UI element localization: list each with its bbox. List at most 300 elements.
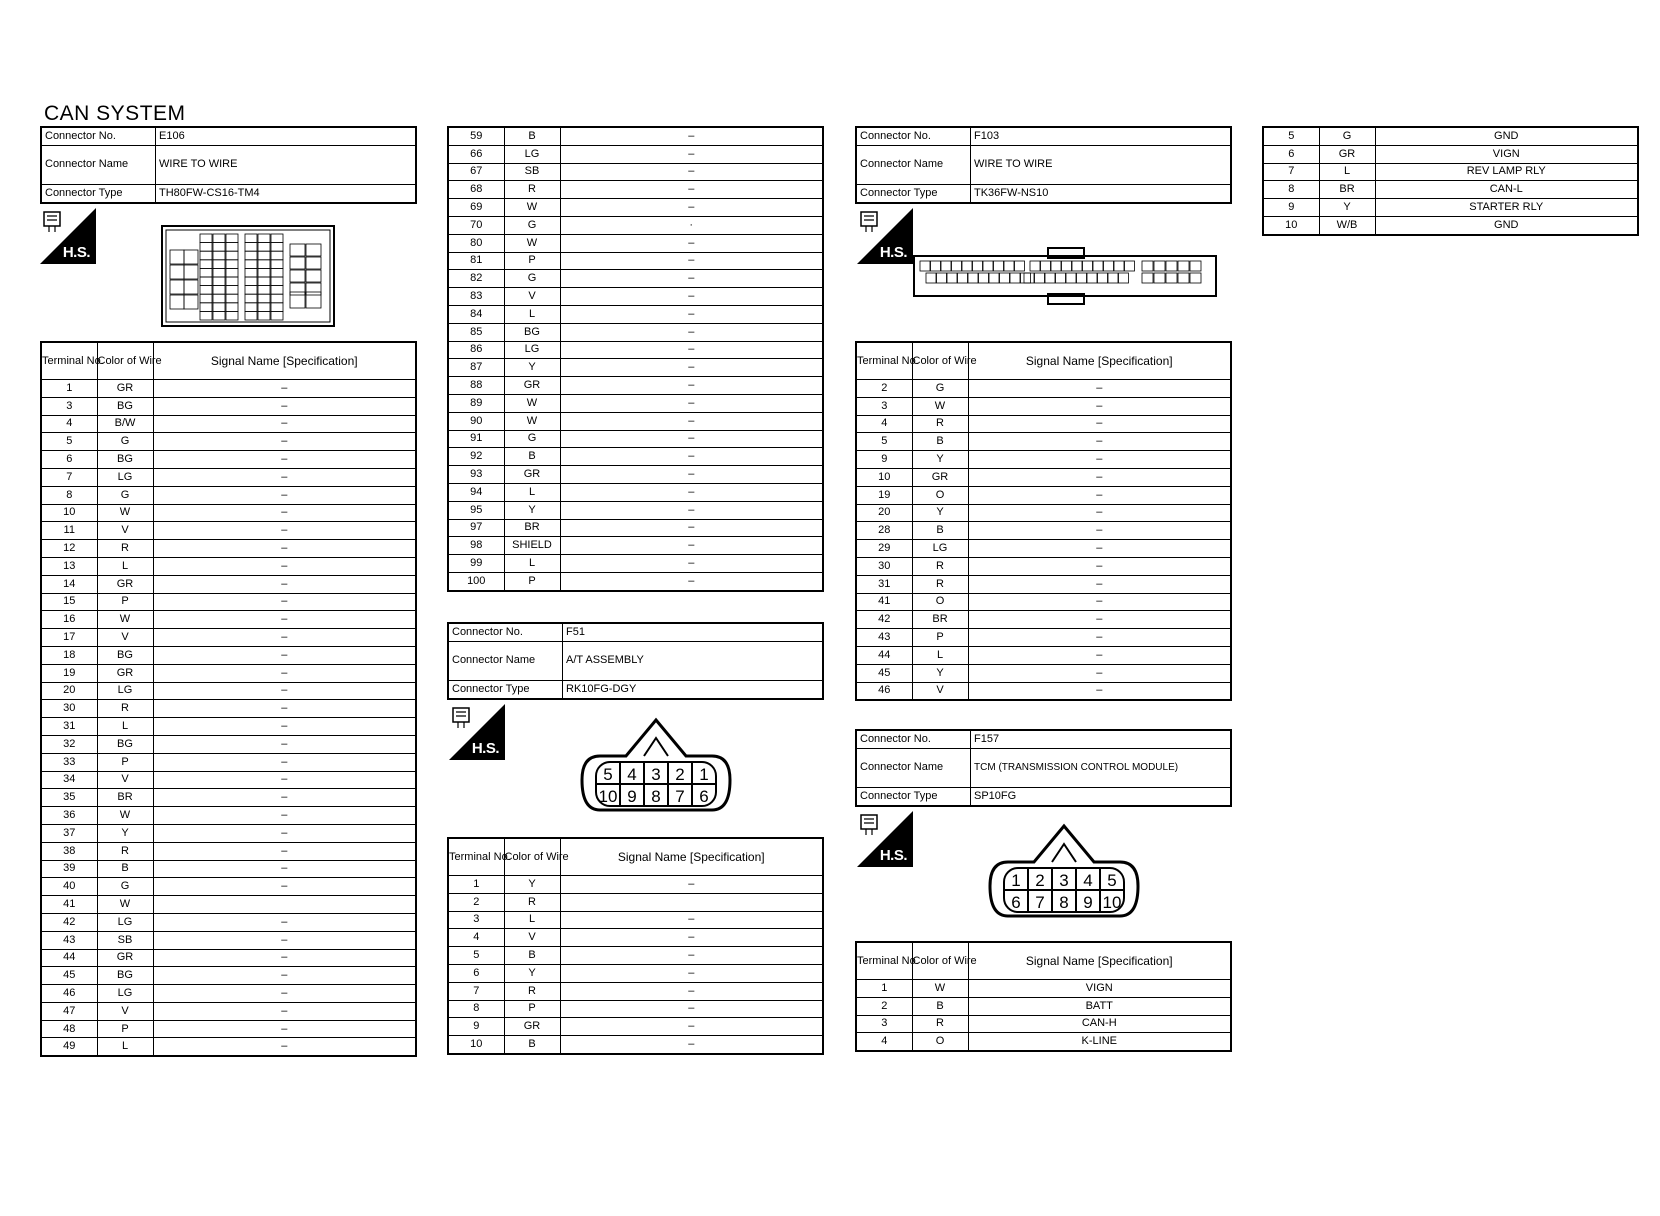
harness-side-icon [857,811,913,867]
pin-cell [947,273,957,283]
pin-cell [213,286,225,295]
terminal-no-cell: 35 [41,789,97,807]
table-row [41,522,416,540]
connector-name-value: WIRE TO WIRE [971,145,1232,184]
table-row [448,1036,823,1054]
pin-cell [200,260,212,269]
terminal-no-cell: 100 [448,572,504,590]
terminal-no-cell: 30 [856,557,912,575]
wire-color-cell: Y [97,824,153,842]
signal-name-cell: – [153,985,416,1003]
pin-cell [271,286,283,295]
col-color-header: Color of Wire [912,942,968,980]
terminal-no-cell: 3 [41,397,97,415]
wire-color-cell: V [912,682,968,700]
signal-name-cell: – [560,466,823,484]
pin-cell [271,303,283,312]
signal-name-cell: – [968,486,1231,504]
pin-label: 7 [675,787,685,806]
signal-name-cell: – [968,522,1231,540]
signal-name-cell: – [560,501,823,519]
pin-cell [1087,273,1097,283]
pin-cell [931,261,941,271]
wire-color-cell: G [504,430,560,448]
pin-cell [1108,273,1118,283]
table-row [856,540,1231,558]
signal-name-cell: – [153,415,416,433]
terminal-no-cell: 9 [856,451,912,469]
pin-label: 5 [1107,871,1117,890]
signal-name-cell: – [560,537,823,555]
signal-name-cell: – [153,967,416,985]
wire-color-cell: BG [97,451,153,469]
terminal-no-cell: 43 [41,931,97,949]
f157-section [855,729,1232,807]
wire-color-cell: GR [504,377,560,395]
terminal-no-cell: 4 [856,1033,912,1051]
pin-cell [226,251,238,260]
table-row [41,771,416,789]
table-row [448,377,823,395]
table-row [1263,145,1638,163]
table-row [448,341,823,359]
terminal-no-cell: 2 [448,893,504,911]
terminal-no-cell: 20 [41,682,97,700]
signal-name-cell: – [560,555,823,573]
signal-name-cell: – [560,982,823,1000]
terminal-no-cell: 6 [1263,145,1319,163]
signal-name-cell: GND [1375,127,1638,145]
table-row [1263,216,1638,234]
pin-cell [245,243,257,252]
wire-color-cell: B [97,860,153,878]
pin-cell [271,234,283,243]
table-row [448,145,823,163]
terminal-no-cell: 40 [41,878,97,896]
signal-name-cell: – [153,504,416,522]
table-row [448,555,823,573]
table-row [448,163,823,181]
pin-cell [1154,261,1165,271]
terminal-no-cell: 32 [41,735,97,753]
terminal-no-cell: 5 [856,433,912,451]
pin-cell [1051,261,1061,271]
wire-color-cell: W [504,234,560,252]
signal-name-cell: – [560,377,823,395]
pin-cell [226,294,238,303]
signal-name-cell: · [560,216,823,234]
pin-label: 8 [1059,893,1069,912]
wire-color-cell: BG [97,646,153,664]
terminal-no-cell: 70 [448,216,504,234]
connector-no-label: Connector No. [856,127,971,145]
wire-color-cell: BR [1319,181,1375,199]
wire-color-cell: P [504,252,560,270]
signal-name-cell: – [153,397,416,415]
col-terminal-header: Terminal No. [856,942,912,980]
table-row [448,572,823,590]
pin-cell [258,251,270,260]
wire-color-cell: SHIELD [504,537,560,555]
signal-name-cell: VIGN [968,980,1231,998]
terminal-no-cell: 67 [448,163,504,181]
wire-color-cell: V [97,1002,153,1020]
signal-name-cell: VIGN [1375,145,1638,163]
pin-cell [290,270,305,282]
terminal-no-cell: 4 [856,415,912,433]
wire-color-cell: LG [97,913,153,931]
table-row [448,412,823,430]
signal-name-cell: CAN-L [1375,181,1638,199]
pin-cell [290,257,305,269]
wire-color-cell: GR [97,380,153,398]
wire-color-cell: B [504,1036,560,1054]
terminal-no-cell: 92 [448,448,504,466]
table-row [448,501,823,519]
table-row [856,611,1231,629]
pin-cell [1024,273,1034,283]
pin-cell [1056,273,1066,283]
pin-cell [245,294,257,303]
signal-name-cell: – [153,860,416,878]
wire-color-cell: GR [97,664,153,682]
terminal-no-cell: 1 [448,876,504,894]
signal-name-cell: – [560,199,823,217]
signal-name-cell: – [153,1038,416,1056]
signal-name-cell: – [560,234,823,252]
pin-cell [962,261,972,271]
connector-no-label: Connector No. [856,730,971,748]
table-row [856,522,1231,540]
wire-color-cell: P [912,629,968,647]
terminal-no-cell: 46 [856,682,912,700]
table-row [1263,127,1638,145]
table-row [448,911,823,929]
pin-cell [271,294,283,303]
terminal-no-cell: 18 [41,646,97,664]
pin-cell [200,294,212,303]
signal-name-cell: – [968,504,1231,522]
connector-name-value: A/T ASSEMBLY [563,641,824,680]
terminal-no-cell: 5 [41,433,97,451]
wire-color-cell: LG [97,682,153,700]
pin-label: 1 [1011,871,1021,890]
terminal-no-cell: 11 [41,522,97,540]
wire-color-cell: G [97,878,153,896]
signal-name-cell: – [560,876,823,894]
pin-cell [184,250,198,264]
wire-color-cell: L [504,911,560,929]
table-row [41,682,416,700]
terminal-no-cell: 6 [41,451,97,469]
col-signal-header: Signal Name [Specification] [968,342,1231,380]
terminal-no-cell: 9 [448,1018,504,1036]
wire-color-cell: W [97,896,153,914]
pin-label: 6 [699,787,709,806]
signal-name-cell: – [153,789,416,807]
table-row [41,468,416,486]
signal-name-cell: – [968,380,1231,398]
pin-cell [226,286,238,295]
terminal-no-cell: 28 [856,522,912,540]
terminal-no-cell: 49 [41,1038,97,1056]
table-row [41,646,416,664]
wire-color-cell: Y [1319,199,1375,217]
table-row [41,380,416,398]
wire-color-cell: GR [912,468,968,486]
wire-color-cell: G [504,270,560,288]
table-row [448,181,823,199]
pin-label: 5 [603,765,613,784]
table-row [41,949,416,967]
pin-cell [941,261,951,271]
col-terminal-header: Terminal No. [41,342,97,380]
signal-name-cell: – [560,323,823,341]
terminal-no-cell: 30 [41,700,97,718]
table-row [856,664,1231,682]
wire-color-cell: G [97,433,153,451]
terminal-no-cell: 16 [41,611,97,629]
terminal-no-cell: 48 [41,1020,97,1038]
terminal-no-cell: 99 [448,555,504,573]
terminal-no-cell: 2 [856,997,912,1015]
table-row [448,394,823,412]
f51-terminal-table [447,837,824,1055]
pin-cell [290,292,305,308]
terminal-no-cell: 10 [448,1036,504,1054]
col-signal-header: Signal Name [Specification] [153,342,416,380]
hs-label: H.S. [879,244,907,261]
table-row [1263,181,1638,199]
signal-name-cell: – [560,572,823,590]
pin-cell [1178,261,1189,271]
table-row [448,359,823,377]
terminal-no-cell: 82 [448,270,504,288]
signal-name-cell: – [153,522,416,540]
table-row [41,878,416,896]
f103-info-table [855,126,1232,204]
pin-cell [306,270,321,282]
f157-info-table [855,729,1232,807]
wire-color-cell: R [912,557,968,575]
wire-color-cell: W [504,199,560,217]
terminal-no-cell: 83 [448,288,504,306]
pin-cell [258,234,270,243]
connector-name-label: Connector Name [448,641,563,680]
connector-type-value: SP10FG [971,787,1232,805]
pin-cell [1178,273,1189,283]
signal-name-cell: – [153,664,416,682]
signal-name-cell: – [153,771,416,789]
wire-color-cell: W [504,412,560,430]
connector-no-label: Connector No. [448,623,563,641]
signal-name-cell: – [560,127,823,145]
connector-name-value: WIRE TO WIRE [156,145,417,184]
wire-color-cell: P [504,1000,560,1018]
connector-type-label: Connector Type [856,184,971,202]
terminal-no-cell: 13 [41,557,97,575]
col-terminal-header: Terminal No. [448,838,504,876]
pin-cell [290,283,305,295]
terminal-no-cell: 86 [448,341,504,359]
table-row [41,735,416,753]
table-row [856,504,1231,522]
terminal-no-cell: 3 [856,1015,912,1033]
signal-name-cell: – [968,415,1231,433]
signal-name-cell: – [968,664,1231,682]
pin-label: 9 [627,787,637,806]
terminal-no-cell: 41 [856,593,912,611]
pin-cell [213,268,225,277]
signal-name-cell: – [560,1018,823,1036]
pin-cell [258,286,270,295]
wire-color-cell: Y [912,504,968,522]
pin-cell [245,234,257,243]
harness-side-icon [449,704,505,760]
terminal-no-cell: 8 [1263,181,1319,199]
table-row [448,929,823,947]
pin-cell [1190,261,1201,271]
terminal-no-cell: 42 [41,913,97,931]
signal-name-cell: – [968,575,1231,593]
connector-type-value: RK10FG-DGY [563,680,824,698]
terminal-no-cell: 97 [448,519,504,537]
table-row [856,415,1231,433]
harness-side-icon [857,208,913,264]
table-row [41,486,416,504]
signal-name-cell: – [560,163,823,181]
wire-color-cell: LG [97,985,153,1003]
table-row [856,575,1231,593]
pin-cell [952,261,962,271]
pin-cell [200,286,212,295]
pin-cell [1066,273,1076,283]
signal-name-cell: – [153,807,416,825]
pin-cell [1072,261,1082,271]
wire-color-cell: Y [912,664,968,682]
wire-color-cell: GR [504,1018,560,1036]
f51-section [447,622,824,700]
pin-cell [213,311,225,320]
pin-cell [1045,273,1055,283]
pin-cell [920,261,930,271]
pin-cell [226,277,238,286]
signal-name-cell: – [153,700,416,718]
wire-color-cell: V [504,929,560,947]
wire-color-cell: B [912,522,968,540]
signal-name-cell: – [560,911,823,929]
pin-cell [271,268,283,277]
connector-no-label: Connector No. [41,127,156,145]
wire-color-cell: BG [504,323,560,341]
wire-color-cell: W [97,611,153,629]
connector-type-label: Connector Type [856,787,971,805]
signal-name-cell: – [153,824,416,842]
col-color-header: Color of Wire [912,342,968,380]
pin-cell [1142,261,1153,271]
table-row [448,466,823,484]
terminal-no-cell: 19 [856,486,912,504]
wire-color-cell: BG [97,967,153,985]
table-row [448,947,823,965]
table-row [856,629,1231,647]
signal-name-cell: – [560,359,823,377]
connector-name-label: Connector Name [856,145,971,184]
wire-color-cell: L [97,1038,153,1056]
connector-name-label: Connector Name [41,145,156,184]
wire-color-cell: R [504,982,560,1000]
signal-name-cell: – [560,483,823,501]
wire-color-cell: SB [97,931,153,949]
terminal-no-cell: 4 [448,929,504,947]
pin-cell [170,265,184,279]
table-row [41,415,416,433]
wire-color-cell: R [97,540,153,558]
table-row [1263,163,1638,181]
table-row [41,985,416,1003]
pin-cell [1119,273,1129,283]
signal-name-cell: – [153,718,416,736]
pin-label: 9 [1083,893,1093,912]
col-signal-header: Signal Name [Specification] [968,942,1231,980]
pin-cell [245,251,257,260]
f103-terminal-table [855,341,1232,701]
col-terminal-header: Terminal No. [856,342,912,380]
table-row [856,468,1231,486]
wire-color-cell: B/W [97,415,153,433]
wire-color-cell: BR [912,611,968,629]
pin-cell [994,261,1004,271]
pin-label: 10 [1102,893,1122,912]
pin-cell [258,268,270,277]
table-row [448,430,823,448]
wire-color-cell: R [97,700,153,718]
signal-name-cell: – [968,611,1231,629]
signal-name-cell: – [153,433,416,451]
terminal-no-cell: 31 [41,718,97,736]
pin-cell [1041,261,1051,271]
terminal-no-cell: 89 [448,394,504,412]
wire-color-cell: LG [97,468,153,486]
f157-continued-section [1262,126,1639,236]
terminal-no-cell: 46 [41,985,97,1003]
pin-cell [258,311,270,320]
table-row [856,1015,1231,1033]
pin-cell [184,280,198,294]
terminal-no-cell: 85 [448,323,504,341]
table-row [41,540,416,558]
pin-cell [170,280,184,294]
terminal-no-cell: 66 [448,145,504,163]
wire-color-cell: L [504,483,560,501]
pin-cell [245,277,257,286]
table-row [41,896,416,914]
signal-name-cell [153,896,416,914]
pin-label: 1 [699,765,709,784]
wire-color-cell: W [912,980,968,998]
pin-label: 8 [651,787,661,806]
f51-info-table [447,622,824,700]
table-row [41,575,416,593]
pin-cell [1093,261,1103,271]
table-row [448,252,823,270]
signal-name-cell: – [153,575,416,593]
table-row [41,433,416,451]
pin-cell [200,268,212,277]
wire-color-cell: L [97,557,153,575]
signal-name-cell: – [968,646,1231,664]
pin-label: 4 [1083,871,1093,890]
